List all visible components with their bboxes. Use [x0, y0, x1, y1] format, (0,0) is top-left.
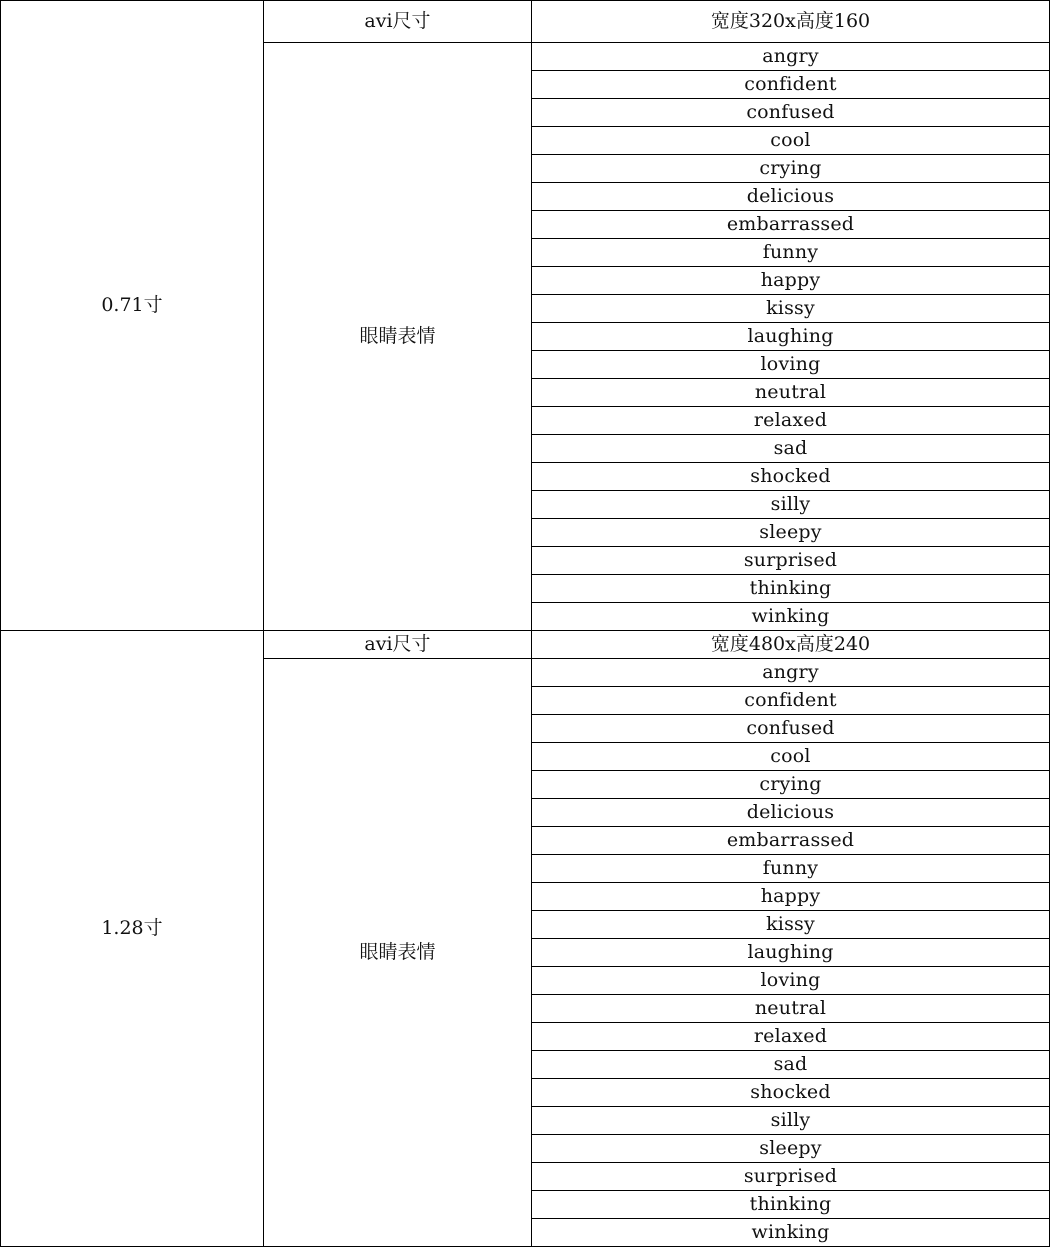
eye-expression-label: 眼睛表情 [359, 940, 436, 963]
emotion-list-item: confident [744, 73, 837, 95]
emotion-list-item: relaxed [753, 409, 828, 431]
emotion-list-item: sad [773, 1053, 808, 1075]
emotion-list-item: shocked [750, 1081, 831, 1103]
dimension-value: 宽度320x高度160 [710, 10, 871, 32]
emotion-list-item: embarrassed [726, 829, 855, 851]
emotion-list-item: sleepy [759, 521, 822, 543]
emotion-list-item: cool [770, 129, 811, 151]
emotion-list-item: cool [770, 745, 811, 767]
eye-expression-label: 眼睛表情 [359, 324, 436, 347]
emotion-list-item: crying [759, 157, 822, 179]
emotion-list-item: winking [751, 1221, 830, 1243]
emotion-list-item: sad [773, 437, 808, 459]
emotion-list-item: surprised [743, 1165, 838, 1187]
emotion-list-item: silly [770, 493, 811, 515]
emotion-list-item: happy [760, 885, 821, 907]
emotion-list-item: thinking [749, 577, 832, 599]
emotion-list-item: kissy [766, 297, 815, 319]
emotion-list-item: relaxed [753, 1025, 828, 1047]
emotion-list-item: neutral [754, 381, 827, 403]
emotion-list-item: loving [760, 353, 821, 375]
emotion-list-item: happy [760, 269, 821, 291]
emotion-list-item: funny [762, 857, 819, 879]
avi-size-label: avi尺寸 [364, 633, 431, 655]
emotion-list-item: neutral [754, 997, 827, 1019]
section-bottom-border [0, 1246, 1050, 1247]
dimension-value: 宽度480x高度240 [710, 633, 871, 655]
emotion-list-item: kissy [766, 913, 815, 935]
emotion-list-item: confident [744, 689, 837, 711]
emotion-list-item: surprised [743, 549, 838, 571]
emotion-list-item: confused [746, 717, 835, 739]
emotion-list-item: crying [759, 773, 822, 795]
emotion-list-item: confused [746, 101, 835, 123]
emotion-list-item: loving [760, 969, 821, 991]
emotion-list-item: angry [762, 45, 819, 67]
emotion-list-item: silly [770, 1109, 811, 1131]
emotion-list-item: winking [751, 605, 830, 627]
emotion-list-item: funny [762, 241, 819, 263]
emotion-list-item: sleepy [759, 1137, 822, 1159]
emotion-list-item: delicious [746, 185, 835, 207]
screen-size-label: 0.71寸 [101, 293, 163, 316]
emotion-list-item: delicious [746, 801, 835, 823]
emotion-list-item: thinking [749, 1193, 832, 1215]
emotion-list-item: laughing [747, 941, 834, 963]
emotion-list-item: angry [762, 661, 819, 683]
emotion-list-item: embarrassed [726, 213, 855, 235]
avi-size-label: avi尺寸 [364, 10, 431, 32]
screen-size-label: 1.28寸 [101, 916, 163, 939]
emotion-list-item: laughing [747, 325, 834, 347]
emotion-list-item: shocked [750, 465, 831, 487]
